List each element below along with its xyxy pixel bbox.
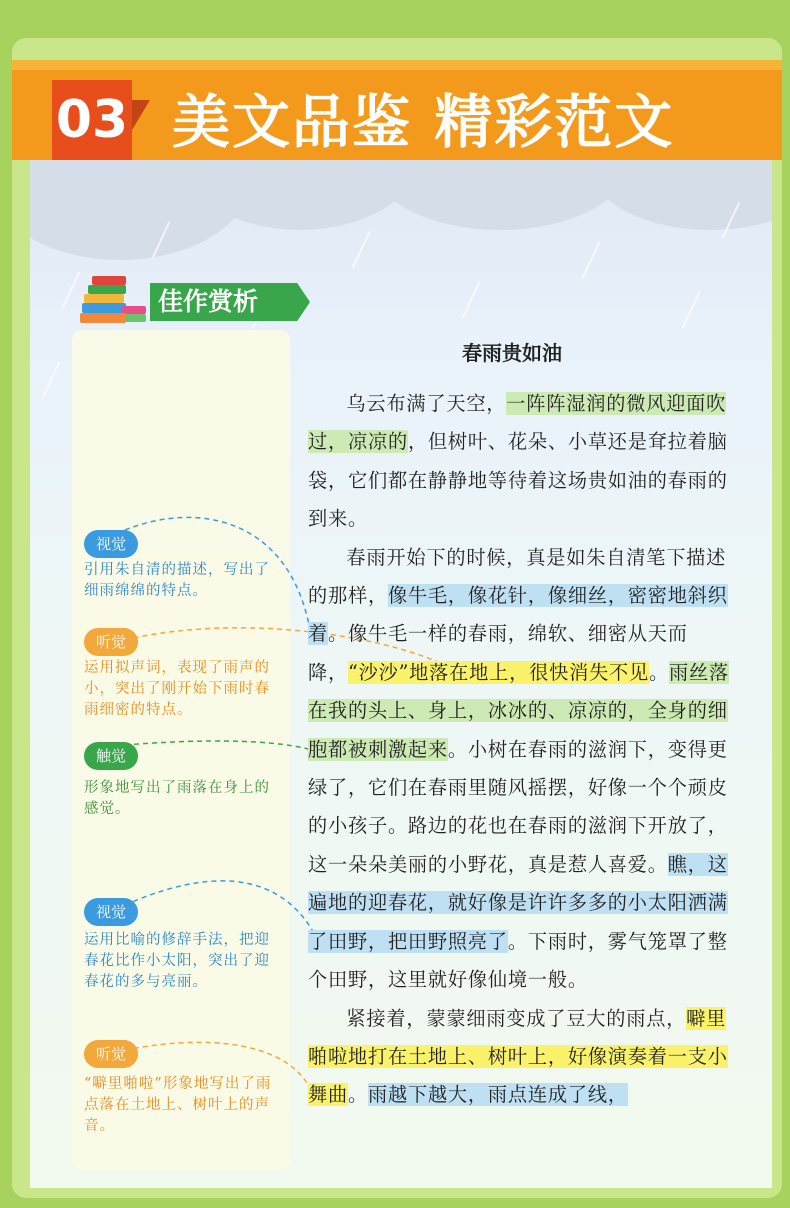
highlighted-phrase: 一阵阵湿润的微风迎面吹过，凉凉的: [308, 392, 727, 454]
highlighted-phrase: “沙沙”地落在地上，很快消失不见: [347, 660, 650, 684]
note-badge-tactile: 触觉: [84, 742, 138, 770]
section-tag-label: 佳作赏析: [158, 287, 259, 316]
paragraph-text: 。: [347, 1083, 368, 1107]
note-text-auditory: 运用拟声词，表现了雨声的小，突出了刚开始下雨时春雨细密的特点。: [84, 660, 270, 718]
note-badge-auditory-2: 听觉: [84, 1040, 138, 1068]
paragraph-text: ，但树叶、花朵、小草还是耷拉着脑袋，它们都在静静地等待着这场贵如油的春雨的到来。: [308, 430, 728, 531]
highlighted-phrase: 瞧，这遍地的迎春花，就好像是许许多多的小太阳洒满了田野，把田野照亮了: [308, 852, 728, 953]
note-text-tactile: 形象地写出了雨落在身上的感觉。: [84, 780, 270, 817]
essay-paragraph: [308, 385, 740, 539]
highlighted-phrase: 雨越下越大，雨点连成了线，: [367, 1083, 628, 1107]
note-text-auditory-2: “噼里啪啦”形象地写出了雨点落在土地上、树叶上的声音。: [84, 1076, 272, 1134]
paragraph-text: 紧接着，蒙蒙细雨变成了豆大的雨点，: [346, 1006, 687, 1030]
page-title: 美文品鉴 精彩范文: [172, 88, 675, 156]
highlighted-phrase: 像牛毛，像花针，像细丝，密密地斜织着: [308, 584, 728, 646]
paragraph-text: 乌云布满了天空，: [346, 392, 507, 415]
paragraph-text: 春雨开始下的时候，真是如朱自清笔下描述的那样，: [308, 545, 727, 608]
paragraph-text: 。下雨时，雾气笼罩了整个田野，这里就好像仙境一般。: [308, 929, 728, 992]
essay-body: [308, 385, 740, 1115]
note-badge-visual: 视觉: [84, 530, 138, 558]
essay-title: 春雨贵如油: [462, 341, 562, 365]
paragraph-text: 。小树在春雨的滋润下，变得更绿了，它们在春雨里随风摇摆，好像一个个顽皮的小孩子。路边的花也在春雨的滋润下开放了，这一朵朵美丽的小野花，真是惹人喜爱。: [308, 737, 728, 876]
section-number: 03: [52, 80, 132, 160]
essay-paragraph: [308, 539, 740, 1000]
note-text-visual-2: 运用比喻的修辞手法，把迎春花比作小太阳，突出了迎春花的多与亮丽。: [84, 932, 270, 990]
paragraph-text: 。像牛毛一样的春雨，绵软、细密从天而降，: [308, 622, 688, 684]
note-text-visual: 引用朱自清的描述，写出了细雨绵绵的特点。: [84, 562, 270, 599]
essay-paragraph: [308, 1000, 740, 1115]
highlighted-phrase: 雨丝落在我的头上、身上，冰冰的、凉凉的，全身的细胞都被刺激起来: [308, 660, 729, 761]
note-badge-visual-2: 视觉: [84, 898, 138, 926]
note-badge-auditory: 听觉: [84, 628, 138, 656]
paragraph-text: 。: [649, 660, 670, 684]
highlighted-phrase: 噼里啪啦地打在土地上、树叶上，好像演奏着一支小舞曲: [308, 1006, 728, 1107]
